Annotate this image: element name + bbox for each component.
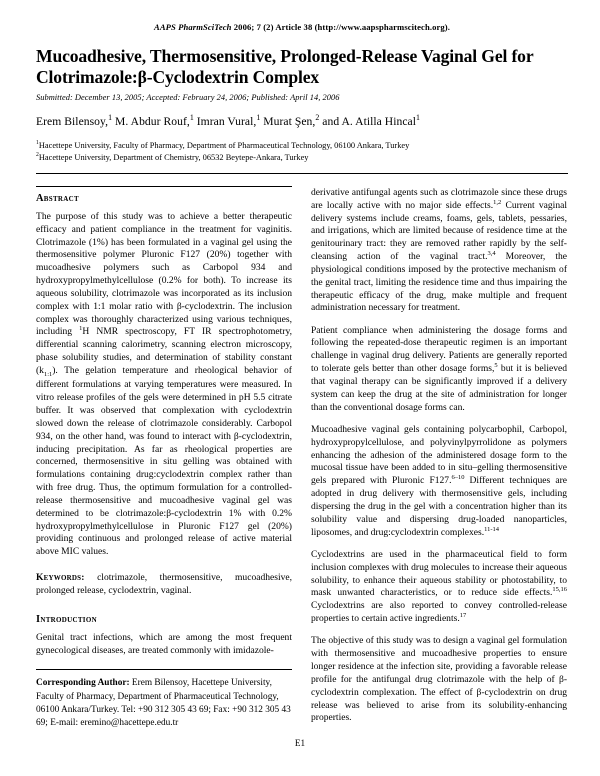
body-paragraph: Mucoadhesive vaginal gels containing polycarbophil, Carbopol, hydroxypropylcellulose, and polyvinylpyrrolidone as polymers enhancing the adhesion of the administered dosage form to the mucosal tissue have been added to in situ–gelling thermosensitive gels prepared with Pluronic F127.$^{6-10}$ Different techniques are adopted in drug delivery with thermosensitive gels, including dispersing the drug in the gel with a concentration higher than its solubility value and dispersing drug-loaded nanoparticles, liposomes, and drug:cyclodextrin complexes.$^{11-14}$ [311, 423, 567, 538]
keywords-block [36, 572, 292, 598]
page-footer: E1 [294, 738, 306, 748]
author-list: Erem Bilensoy,$^1$ M. Abdur Rouf,$^1$ Imran Vural,$^1$ Murat Şen,$^2$ and A. Atilla Hincal$^1$ [36, 112, 421, 128]
body-paragraph: Patient compliance when administering the dosage forms and following the repeated-dose therapeutic regimen is an important challenge in vaginal drug delivery. Patients are generally reported to tolerate gels better than other dosage forms,$^5$ but it is believed that vaginal therapy can be significantly improved if a delivery system can keep the drug at the site of administration for longer than the conventional dosage forms can. [311, 324, 567, 413]
corresponding-author-details: Erem Bilensoy, Hacettepe University, Faculty of Pharmacy, Department of Pharmaceutical Technology, 06100 Ankara/Turkey. Tel: +90 312 305 43 69; Fax: +90 312 305 43 69; E-mail: eremino@hacettepe.edu.tr [36, 678, 291, 729]
introduction-heading: Introduction [36, 613, 97, 625]
affiliation-item: $^1$Hacettepe University, Faculty of Pharmacy, Department of Pharmaceutical Technology, 06100 Ankara, Turkey [36, 139, 410, 150]
affiliation-item: $^2$Hacettepe University, Department of Chemistry, 06532 Beytepe-Ankara, Turkey [36, 151, 309, 162]
journal-name: AAPS PharmSciTech [153, 22, 232, 32]
corresponding-author-block [36, 669, 292, 731]
body-paragraph: derivative antifungal agents such as clotrimazole since these drugs are locally active with no major side effects.$^{1,2}$ Current vaginal delivery systems include creams, foams, gels, tablets, pessaries, and irrigations, which are limited because of residence time at the genitourinary tract: they are removed rather rapidly by the self-cleansing action of the vaginal tract.$^{3,4}$ Moreover, the physiological conditions imposed by the protective mechanism of the genital tract, limiting the residence time and thus impairing the therapeutic efficacy of the drug, make multiple and frequent administration necessary for treatment. [311, 186, 568, 314]
running-head [36, 22, 568, 32]
introduction-paragraph: Genital tract infections, which are among the most frequent gynecological diseases, are treated commonly with imidazole- [36, 631, 292, 656]
keywords-label: Keywords: [36, 572, 85, 584]
two-column-body [36, 186, 568, 731]
affiliation-list [36, 140, 568, 164]
corresponding-author-text [36, 677, 292, 731]
journal-citation: 2006; 7 (2) Article 38 (http://www.aapspharmscitech.org). [231, 22, 450, 32]
abstract-paragraph: The purpose of this study was to achieve a better therapeutic efficacy and patient compliance in the treatment for vaginitis. Clotrimazole (1%) has been formulated in a vaginal gel using the thermosensitive polymer Pluronic F127 (20%) together with mucoadhesive polymers such as Carbopol 934 and hydroxypropylmethylcellulose (0.2% for both). To increase its aqueous solubility, clotrimazole was incorporated as its inclusion complex with 1:1 molar ratio with β-cyclodextrin. The inclusion complex was thoroughly characterized using various techniques, including $^1$H NMR spectroscopy, FT IR spectrophotometry, differential scanning calorimetry, scanning electron microscopy, phase solubility studies, and determination of stability constant $(k_{1:1})$. The gelation temperature and rheological behavior of different formulations at varying temperatures were measured. In vitro release profiles of the gels were determined in pH 5.5 citrate buffer. It was observed that complexation with cyclodextrin slowed down the release of clotrimazole considerably. Carbopol 934, on the other hand, was found to interact with β-cyclodextrin, inducing precipitation. As far as rheological properties are concerned, thermosensitive in situ gelling was obtained with formulations containing drug:cyclodextrin complex rather than with free drug. Thus, the optimum formulation for a controlled-release thermosensitive and mucoadhesive vaginal gel was determined to be clotrimazole:β-cyclodextrin 1% with 0.2% hydroxypropylmethylcellulose in Pluronic F127 gel (20%) providing continuous and prolonged release of active material above MIC values. [36, 210, 292, 558]
header-divider [36, 173, 568, 174]
page-title: Mucoadhesive, Thermosensitive, Prolonged-Release Vaginal Gel for Clotrimazole:β-Cyclodextrin Complex [36, 46, 534, 87]
keywords-value: clotrimazole, thermosensitive, mucoadhesive, prolonged release, cyclodextrin, vaginal. [36, 572, 292, 596]
right-column [311, 186, 567, 725]
body-paragraph: Cyclodextrins are used in the pharmaceutical field to form inclusion complexes with drug molecules to increase their aqueous solubility, to enhance their aqueous stability or photostability, to mask unwanted characteristics, or to reduce side effects.$^{15,16}$ Cyclodextrins are also reported to convey controlled-release properties to certain active ingredients.$^{17}$ [311, 548, 567, 625]
corresponding-author-label: Corresponding Author: [36, 678, 130, 689]
left-column [36, 186, 292, 731]
abstract-heading: Abstract [36, 192, 79, 204]
abstract-divider [36, 186, 292, 187]
body-paragraph: The objective of this study was to design a vaginal gel formulation with thermosensitive and mucoadhesive properties to ensure longer residence at the infection site, providing a favorable release profile for the antifungal drug clotrimazole with the help of β-cyclodextrin complexation. The effect of β-cyclodextrin on drug release was believed to arise from its solubility-enhancing properties. [311, 635, 567, 724]
publication-dates: Submitted: December 13, 2005; Accepted: February 24, 2006; Published: April 14, 2006 [36, 92, 340, 102]
keywords-paragraph [36, 572, 292, 598]
